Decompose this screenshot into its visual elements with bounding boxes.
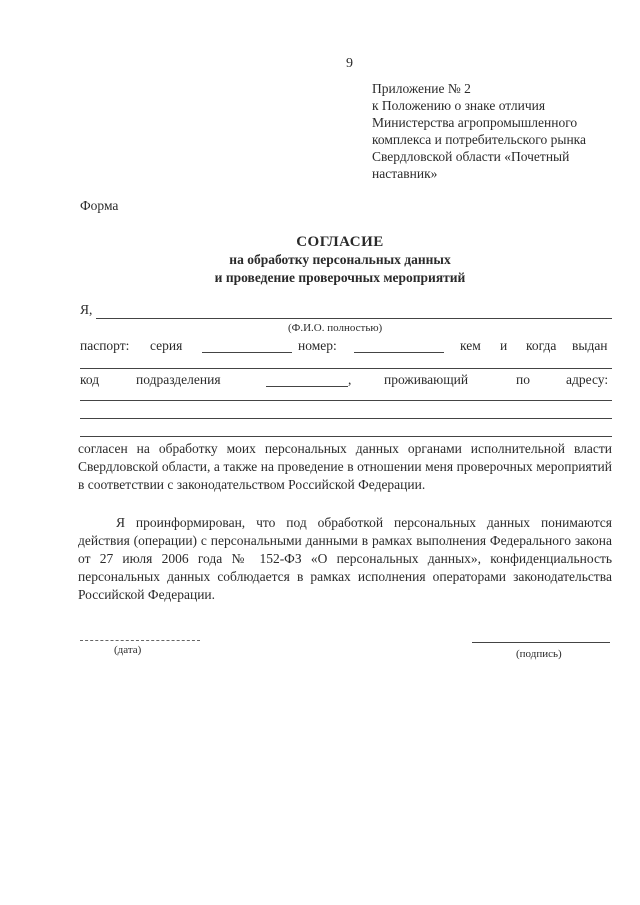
address-line[interactable]	[80, 400, 612, 401]
issued-label: выдан	[572, 338, 608, 353]
by-label: по	[516, 372, 530, 387]
passport-number-line[interactable]	[354, 352, 444, 353]
address-line[interactable]	[80, 436, 612, 437]
date-input-line[interactable]	[80, 640, 200, 641]
document-subtitle: на обработку персональных данных	[229, 252, 451, 267]
signature-caption: (подпись)	[516, 648, 562, 660]
date-caption: (дата)	[114, 644, 142, 656]
appendix-line: комплекса и потребительского рынка	[372, 132, 587, 147]
number-label: номер:	[298, 338, 337, 353]
form-label: Форма	[80, 198, 119, 213]
residing-label: проживающий	[384, 372, 469, 387]
signature-input-line[interactable]	[472, 642, 610, 643]
address-label: адресу:	[566, 372, 609, 387]
when-label: когда	[526, 338, 557, 353]
subdivision-label: подразделения	[136, 372, 221, 387]
appendix-line: к Положению о знаке отличия	[372, 98, 546, 113]
passport-label: паспорт:	[80, 338, 130, 353]
comma: ,	[348, 372, 352, 387]
passport-series-line[interactable]	[202, 352, 292, 353]
code-label: код	[80, 372, 100, 387]
document-title: СОГЛАСИЕ	[296, 234, 384, 250]
document-subtitle: и проведение проверочных мероприятий	[214, 270, 466, 285]
appendix-line: наставник»	[372, 166, 438, 181]
information-paragraph: Я проинформирован, что под обработкой персональных данных понимаются действия (операции) с персональными данными в рамках выполнения Федерального закона от 27 июля 2006 года № 152-ФЗ «О персональных данных», конфиденциальность персональных данных соблюдается в рамках исполнения операторами законодательства Российской Федерации.	[78, 515, 612, 602]
and-label: и	[500, 338, 508, 353]
appendix-line: Приложение № 2	[372, 81, 471, 96]
fio-caption: (Ф.И.О. полностью)	[288, 322, 383, 334]
appendix-line: Министерства агропромышленного	[372, 115, 578, 130]
subdivision-code-line[interactable]	[266, 386, 348, 387]
appendix-line: Свердловской области «Почетный	[372, 149, 570, 164]
address-line[interactable]	[80, 418, 612, 419]
issued-by-line[interactable]	[80, 368, 612, 369]
i-label: Я,	[80, 302, 93, 317]
consent-paragraph: согласен на обработку моих персональных данных органами исполнительной власти Свердловской области, а также на проведение в отношении меня проверочных мероприятий в соответствии с законодательством Российской Федерации.	[78, 441, 612, 492]
who-label: кем	[460, 338, 481, 353]
appendix-block	[372, 80, 612, 182]
series-label: серия	[150, 338, 183, 353]
page-number: 9	[346, 56, 353, 71]
fio-input-line[interactable]	[96, 318, 612, 319]
